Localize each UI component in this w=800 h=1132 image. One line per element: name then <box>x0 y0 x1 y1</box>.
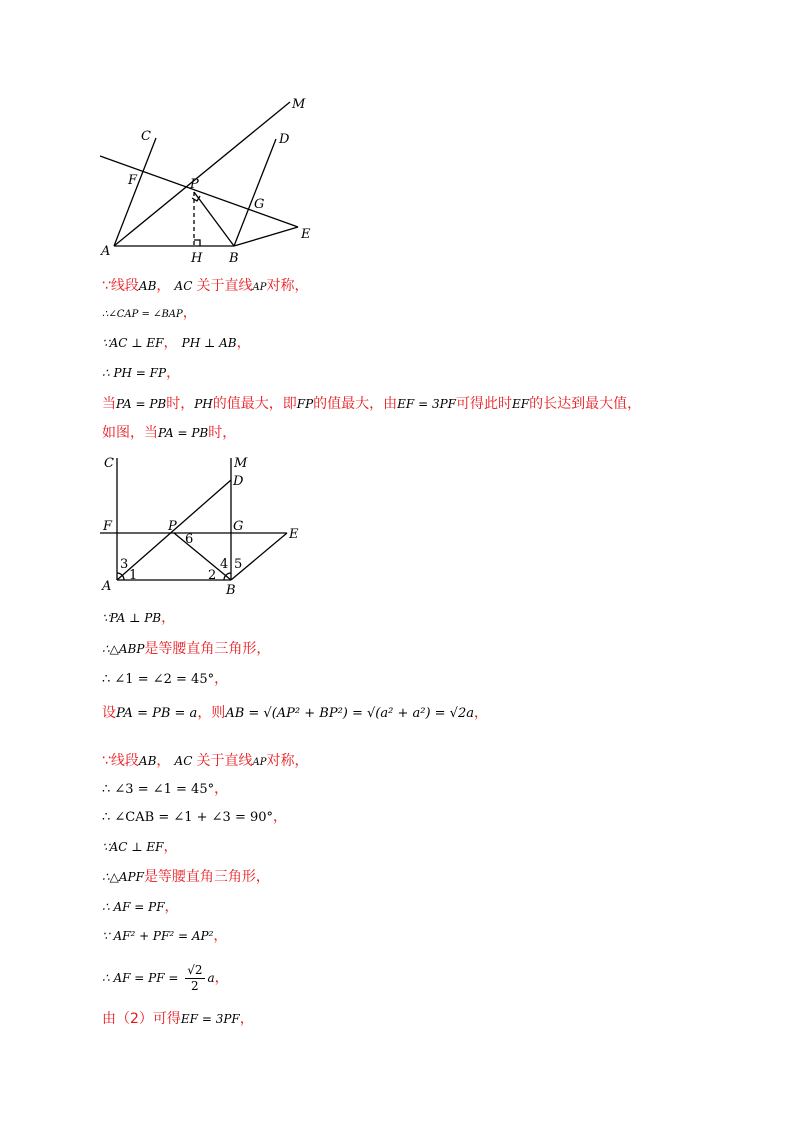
line-be <box>234 227 298 246</box>
label-5: 5 <box>234 557 243 572</box>
line-12: ∴ ∠3 = ∠1 = 45°， <box>102 781 229 797</box>
line-10: 设PA = PB = a，则AB = √(AP² + BP²) = √(a² + a²) = √2a， <box>102 705 488 721</box>
label-p: P <box>190 177 199 192</box>
line-ac <box>114 138 156 246</box>
label-c: C <box>104 456 114 471</box>
line-fe <box>100 156 298 227</box>
line-19: 由（2）可得EF = 3PF， <box>102 1011 254 1027</box>
line-1: ∵线段AB， AC 关于直线AP对称， <box>102 278 309 294</box>
label-c: C <box>141 129 151 144</box>
line-11: ∵线段AB， AC 关于直线AP对称， <box>102 753 309 769</box>
line-2: ∴∠CAP = ∠BAP， <box>102 305 197 321</box>
line-5: 当PA = PB时，PH的值最大，即FP的值最大，由EF = 3PF可得此时EF的长达到最大值， <box>102 396 642 412</box>
line-8: ∴△ABP是等腰直角三角形， <box>102 641 271 657</box>
figure-2-diagram <box>96 450 316 600</box>
label-d: D <box>279 132 290 147</box>
label-2: 2 <box>208 568 217 583</box>
line-9: ∴ ∠1 = ∠2 = 45°， <box>102 671 229 687</box>
line-15: ∴△APF是等腰直角三角形， <box>102 869 270 885</box>
label-b: B <box>229 251 239 266</box>
label-a: A <box>102 579 112 594</box>
label-g: G <box>233 519 244 534</box>
label-d: D <box>233 474 244 489</box>
label-a: A <box>101 244 111 259</box>
line-bd <box>234 139 276 246</box>
line-6: 如图，当PA = PB时， <box>102 425 237 441</box>
figure-1-diagram <box>96 92 336 272</box>
label-3: 3 <box>120 557 129 572</box>
line-am <box>114 102 290 246</box>
line-18: ∴ AF = PF = $\frac{√2}{2}$ a ， <box>102 962 229 993</box>
label-6: 6 <box>185 532 194 547</box>
fraction-denominator: 2 <box>191 978 199 993</box>
right-angle-h <box>194 240 200 246</box>
label-m: M <box>234 456 248 471</box>
label-h: H <box>191 251 203 266</box>
label-1: 1 <box>129 568 138 583</box>
line-17: ∵ AF² + PF² = AP²， <box>102 928 228 944</box>
line-7: ∵PA ⊥ PB， <box>102 610 176 626</box>
label-e: E <box>289 527 299 542</box>
label-f: F <box>128 173 138 188</box>
line-13: ∴ ∠CAB = ∠1 + ∠3 = 90°， <box>102 809 288 825</box>
line-14: ∵AC ⊥ EF， <box>102 839 178 855</box>
line-3: ∵AC ⊥ EF， PH ⊥ AB， <box>102 335 251 351</box>
label-m: M <box>292 97 306 112</box>
line-pb <box>194 192 234 246</box>
label-f: F <box>103 519 113 534</box>
label-4: 4 <box>220 557 229 572</box>
line-4: ∴ PH = FP， <box>102 365 181 381</box>
label-b: B <box>226 583 236 598</box>
fraction-numerator: √2 <box>187 962 203 977</box>
fraction <box>185 963 204 994</box>
line-16: ∴ AF = PF， <box>102 899 179 915</box>
label-p: P <box>168 519 177 534</box>
label-e: E <box>301 227 311 242</box>
label-g: G <box>254 197 265 212</box>
right-angle-p <box>192 196 200 201</box>
